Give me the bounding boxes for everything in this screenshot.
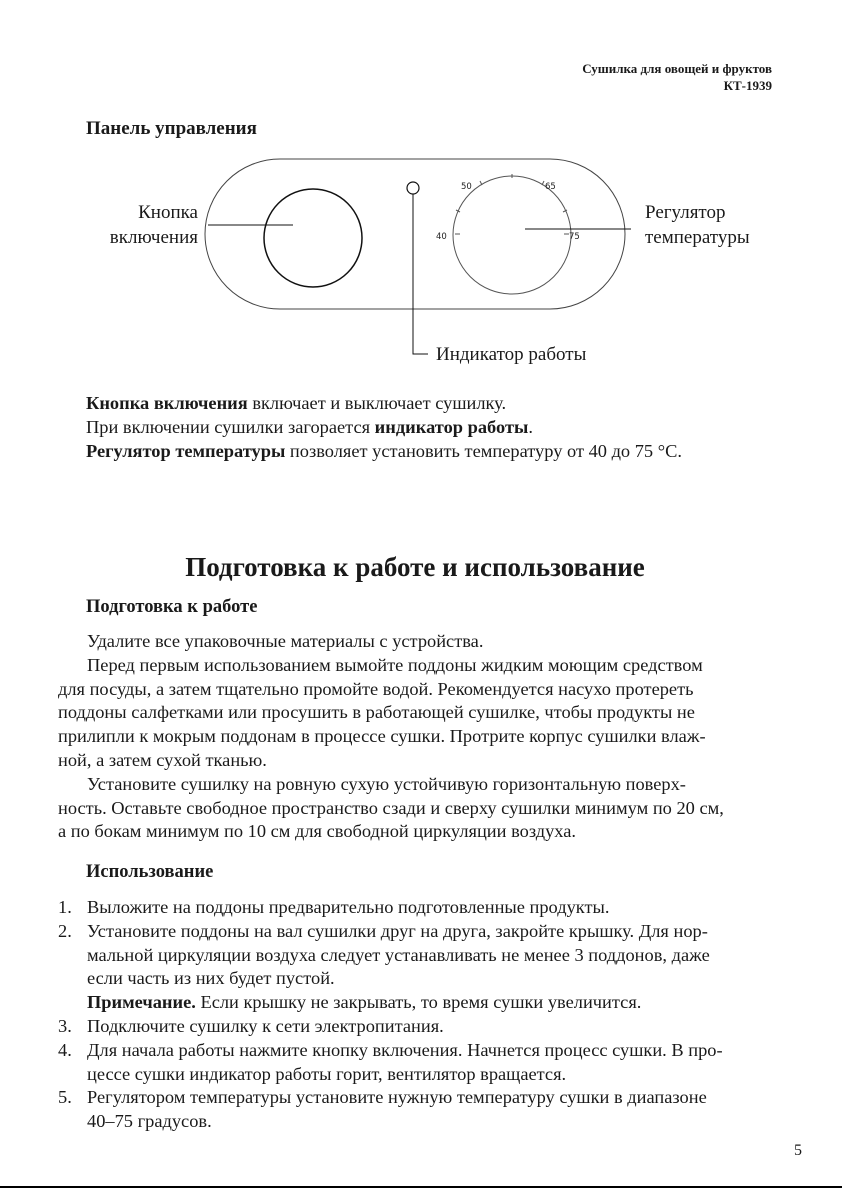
dial-tick-label-40: 40 — [436, 232, 447, 242]
temperature-dial-circle — [453, 176, 571, 294]
section-title: Подготовка к работе и использование — [185, 552, 645, 582]
list-item: 5. Регулятором температуры установите нужную температуру сушки в диапазоне 40–75 градусов. — [58, 1087, 707, 1132]
list-item: 1. Выложите на поддоны предварительно подготовленные продукты. — [58, 897, 610, 917]
step-note: Примечание. Если крышку не закрывать, то время сушки увеличится. — [87, 992, 642, 1013]
indicator-light-circle — [407, 182, 419, 194]
panel-heading: Панель управления — [86, 118, 257, 139]
note-label: Примечание. — [87, 992, 196, 1013]
dial-tick-label-50: 50 — [461, 182, 472, 192]
header-model: КТ-1939 — [723, 78, 772, 93]
label-temperature-regulator: Регулятор температуры — [645, 202, 750, 248]
label-power-button: Кнопка включения — [109, 202, 198, 248]
control-panel-diagram — [0, 0, 842, 380]
panel-outline — [205, 159, 625, 309]
page-number: 5 — [794, 1142, 802, 1159]
list-item: 3. Подключите сушилку к сети электропитания. — [58, 1015, 444, 1036]
subheading-usage: Использование — [86, 862, 214, 882]
list-item: 4. Для начала работы нажмите кнопку включения. Начнется процесс сушки. В про- цессе сушки индикатор работы горит, вентилятор вращается. — [58, 1039, 723, 1084]
desc-regulator-term: Регулятор температуры — [86, 440, 286, 461]
desc-indicator-term: индикатор работы — [374, 416, 529, 437]
header-product-name: Сушилка для овощей и фруктов — [582, 61, 772, 76]
controls-description: Кнопка включения включает и выключает сушилку. При включении сушилки загорается индикатор работы. Регулятор температуры позволяет установить температуру от 40 до 75 °С. — [86, 393, 682, 461]
preparation-text: Удалите все упаковочные материалы с устройства. Перед первым использованием вымойте поддоны жидким моющим средством для посуды, а затем тщательно промойте водой. Рекомендуется насухо протереть поддоны салфетками или просушить в работающей сушилке, чтобы продукты не прилипли к мокрым поддонам в процессе сушки. Протрите корпус сушилки влаж- ной, а затем сухой тканью. Установите сушилку на ровную сухую устойчивую горизонтальную поверх- ность. Оставьте свободное пространство сзади и сверху сушилки минимум по 20 см, а по бокам минимум по 10 см для свободной циркуляции воздуха. — [58, 631, 724, 842]
desc-power-button-term: Кнопка включения — [86, 393, 248, 413]
leader-line-indicator — [413, 194, 428, 354]
subheading-preparation: Подготовка к работе — [86, 597, 258, 617]
list-item: 2. Установите поддоны на вал сушилки друг на друга, закройте крышку. Для нор- мальной циркуляции воздуха следует устанавливать не менее 3 поддонов, даже если часть из них будет пустой. Примечание. Если крышку не закрывать, то время сушки увеличится. — [58, 920, 766, 1015]
usage-steps-list — [58, 896, 766, 1134]
dial-tick-label-65: 65 — [545, 182, 556, 192]
label-work-indicator: Индикатор работы — [436, 344, 587, 365]
dial-tick-label-75: 75 — [569, 232, 580, 242]
power-button-circle — [264, 189, 362, 287]
